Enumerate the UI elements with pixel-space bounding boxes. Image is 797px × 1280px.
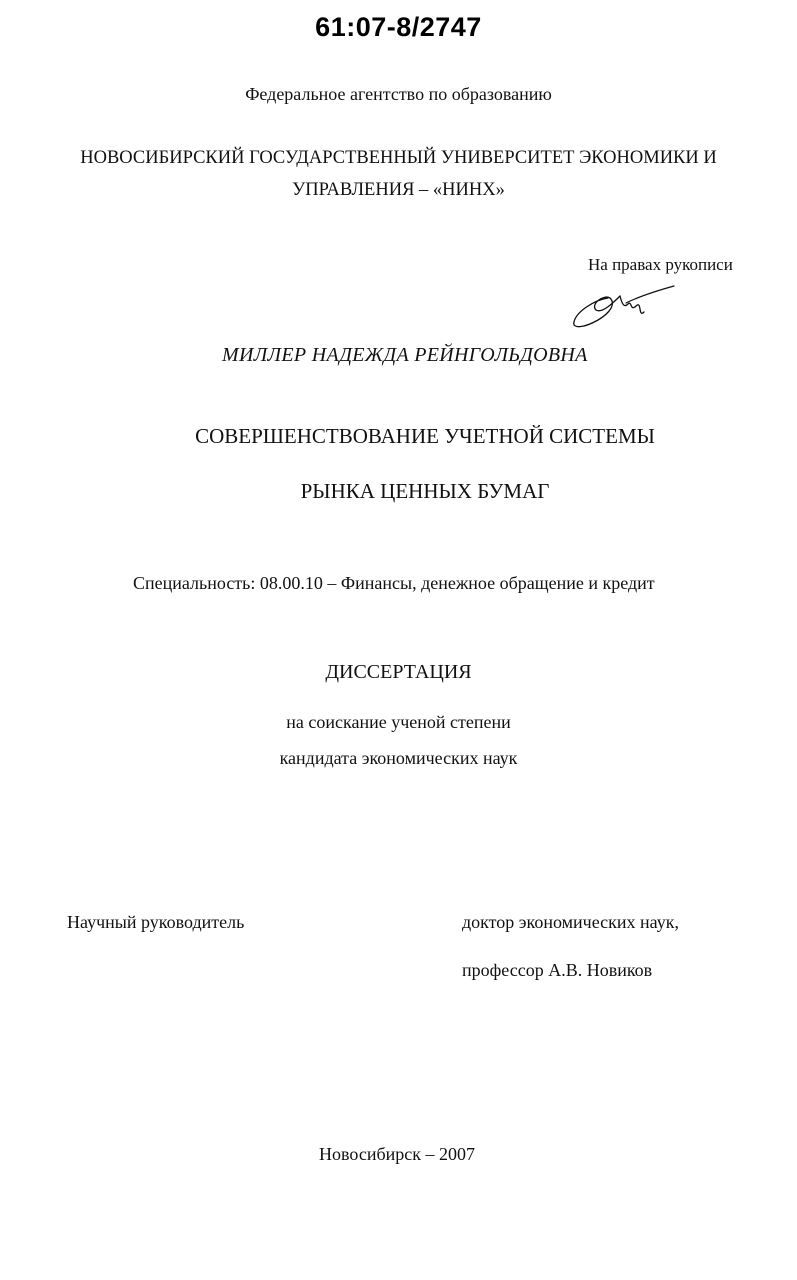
agency-name: Федеральное агентство по образованию	[245, 84, 552, 104]
degree-line1: на соискание ученой степени	[286, 712, 511, 732]
advisor-name: профессор А.В. Новиков	[462, 960, 653, 980]
catalog-number: 61:07-8/2747	[315, 12, 482, 42]
university-name-line2: УПРАВЛЕНИЯ – «НИНХ»	[292, 180, 505, 200]
dissertation-title-line2: РЫНКА ЦЕННЫХ БУМАГ	[300, 479, 550, 503]
document-type: ДИССЕРТАЦИЯ	[325, 661, 472, 683]
dissertation-title-line1: СОВЕРШЕНСТВОВАНИЕ УЧЕТНОЙ СИСТЕМЫ	[195, 424, 655, 448]
manuscript-rights-note: На правах рукописи	[588, 255, 733, 274]
handwritten-signature	[570, 282, 680, 332]
author-name: МИЛЛЕР НАДЕЖДА РЕЙНГОЛЬДОВНА	[222, 344, 588, 366]
advisor-academic-title: доктор экономических наук,	[462, 912, 679, 932]
university-name-line1: НОВОСИБИРСКИЙ ГОСУДАРСТВЕННЫЙ УНИВЕРСИТЕТ ЭКОНОМИКИ И	[80, 148, 717, 168]
specialty-line: Специальность: 08.00.10 – Финансы, денежное обращение и кредит	[133, 573, 655, 593]
degree-line2: кандидата экономических наук	[279, 748, 518, 768]
city-year: Новосибирск – 2007	[319, 1144, 475, 1164]
advisor-label: Научный руководитель	[67, 912, 245, 932]
